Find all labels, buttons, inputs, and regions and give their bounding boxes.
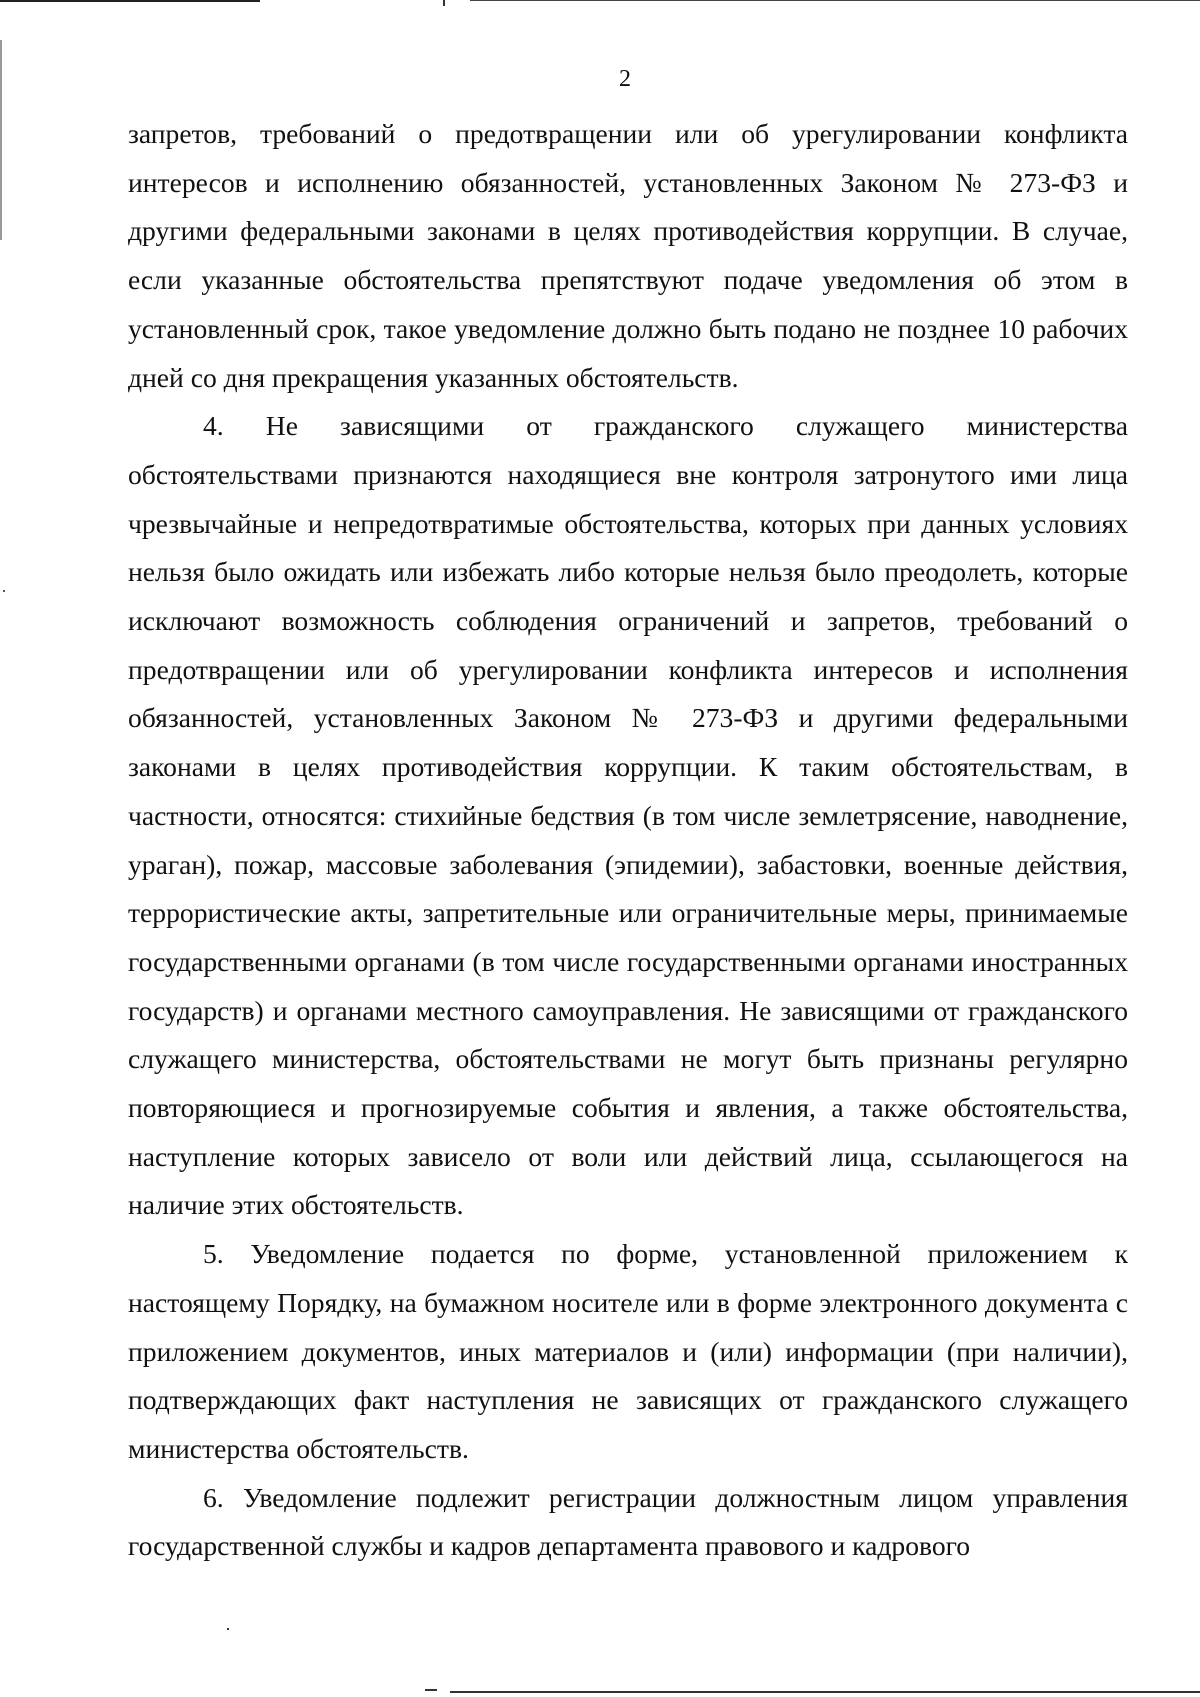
scan-edge-line [450, 1691, 1200, 1693]
document-body [128, 110, 1128, 1571]
scan-edge-line [470, 0, 1200, 1]
paragraph-5: 5. Уведомление подается по форме, установленной приложением к настоящему Порядку, на бумажном носителе или в форме электронного документа с приложением документов, иных материалов и (или) информации (при наличии), подтверждающих факт наступления не зависящих от гражданского служащего министерства обстоятельств. [128, 1238, 1128, 1464]
paragraph-4: 4. Не зависящими от гражданского служащего министерства обстоятельствами признаются находящиеся вне контроля затронутого ими лица чрезвычайные и непредотвратимые обстоятельства, которых при данных условиях нельзя было ожидать или избежать либо которые нельзя было преодолеть, которые исключают возможность соблюдения ограничений и запретов, требований о предотвращении или об урегулировании конфликта интересов и исполнения обязанностей, установленных Законом № 273-ФЗ и другими федеральными законами в целях противодействия коррупции. К таким обстоятельствам, в частности, относятся: стихийные бедствия (в том числе землетрясение, наводнение, ураган), пожар, массовые заболевания (эпидемии), забастовки, военные действия, террористические акты, запретительные или ограничительные меры, принимаемые государственными органами (в том числе государственными органами иностранных государств) и органами местного самоуправления. Не зависящими от гражданского служащего министерства, обстоятельствами не могут быть признаны регулярно повторяющиеся и прогнозируемые события и явления, а также обстоятельства, наступление которых зависело от воли или действий лица, ссылающегося на наличие этих обстоятельств. [128, 410, 1128, 1221]
scan-speck [3, 590, 5, 592]
page-number: 2 [619, 66, 631, 92]
scan-mark [443, 0, 445, 6]
paragraph-continuation: запретов, требований о предотвращении или об урегулировании конфликта интересов и исполнению обязанностей, установленных Законом № 273-ФЗ и другими федеральными законами в целях противодействия коррупции. В случае, если указанные обстоятельства препятствуют подаче уведомления об этом в установленный срок, такое уведомление должно быть подано не позднее 10 рабочих дней со дня прекращения указанных обстоятельств. [128, 118, 1128, 393]
paragraph-6: 6. Уведомление подлежит регистрации должностным лицом управления государственной службы и кадров департамента правового и кадрового [128, 1481, 1128, 1562]
scan-speck [227, 1628, 229, 1630]
scan-mark [425, 1689, 437, 1691]
scan-edge-line [0, 0, 260, 2]
